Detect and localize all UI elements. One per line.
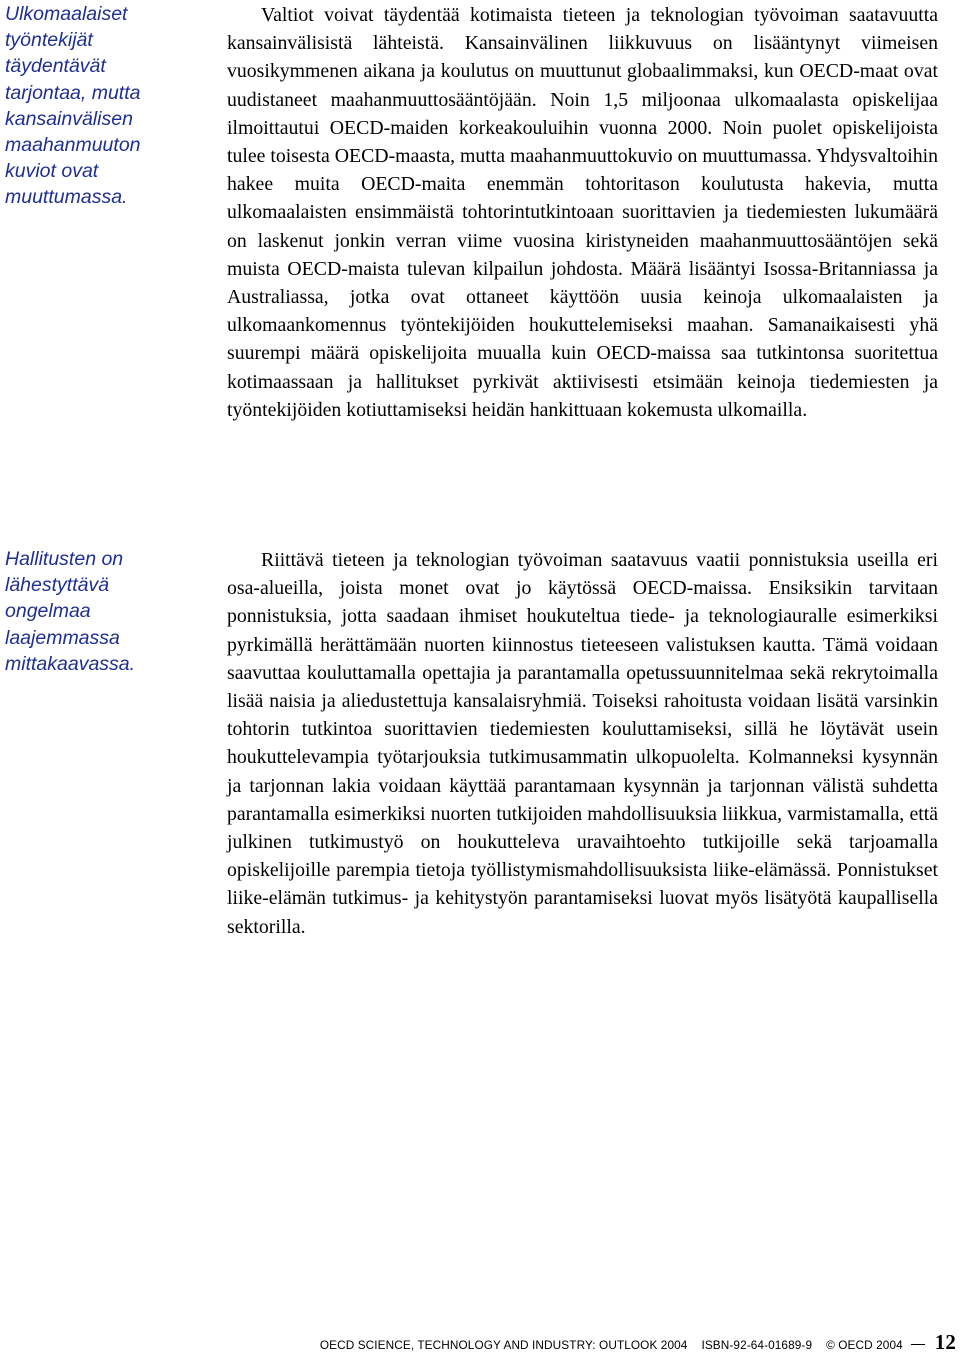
page-footer: [320, 1330, 956, 1355]
page-number: 12: [934, 1330, 956, 1354]
footer-publication-title: OECD SCIENCE, TECHNOLOGY AND INDUSTRY: OUTLOOK 2004: [319, 1338, 688, 1352]
margin-note-governments: Hallitusten on lähestyttävä ongelmaa laajemmassa mittakaavassa.: [5, 548, 136, 675]
body-paragraph-1: Valtiot voivat täydentää kotimaista tieteen ja teknologian työvoiman saatavuutta kansainvälisistä lähteistä. Kansainvälinen liikkuvuus on lisääntynyt viimeisen vuosikymmenen aikana ja koulutus on muuttunut globaalimmaksi, kun OECD-maat ovat uudistaneet maahanmuuttosääntöjään. Noin 1,5 miljoonaa ulkomaalasta opiskelijaa ilmoittautui OECD-maiden korkeakouluihin vuonna 2000. Noin puolet opiskelijoista tulee toisesta OECD-maasta, mutta maahanmuuttokuvio on muuttumassa. Yhdysvaltoihin hakee muita OECD-maita enemmän tohtoritason koulutusta hakevia, mutta ulkomaalaisten ensimmäistä tohtorintutkintoaan suorittavien ja tiedemiesten lukumäärä on laskenut jonkin verran viime vuosina kiristyneiden maahanmuuttosääntöjen sekä muista OECD-maista tulevan kilpailun johdosta. Määrä lisääntyi Isossa-Britanniassa ja Australiassa, jotka ovat ottaneet käyttöön uusia keinoja ulkomaalaisten ja ulkomaankomennus työntekijöiden houkuttelemiseksi maahan. Samanaikaisesti yhä suurempi määrä opiskelijoita muualla kuin OECD-maissa saa tutkintonsa suoritettua kotimaassaan ja hallitukset pyrkivät aktiivisesti etsimään keinoja tiedemiesten ja työntekijöiden kotiuttamiseksi heidän hankittuaan kokemusta ulkomailla.: [227, 4, 938, 421]
footer-copyright: © OECD 2004: [826, 1338, 903, 1352]
margin-note-foreign-workers: Ulkomaalaiset työntekijät täydentävät tarjontaa, mutta kansainvälisen maahanmuuton kuviot ovat muuttumassa.: [5, 3, 141, 209]
footer-isbn: ISBN-92-64-01689-9: [701, 1338, 813, 1352]
footer-rule: [911, 1344, 925, 1345]
body-paragraph-2: Riittävä tieteen ja teknologian työvoiman saatavuus vaatii ponnistuksia useilla eri osa-alueilla, joista monet ovat jo käytössä OECD-maissa. Ensiksikin tarvitaan ponnistuksia, jotta saadaan ihmiset houkuteltua tiede- ja teknologiauralle esimerkiksi pyrkimällä herättämään nuorten kiinnostus tieteeseen valistuksen kautta. Tämä voidaan saavuttaa kouluttamalla opettajia ja parantamalla opetussuunnitelmaa sekä rekrytoimalla lisää naisia ja aliedustettuja kansalaisryhmiä. Toiseksi rahoitusta voidaan lisätä varsinkin tohtorin tutkintoa suorittavien tiedemiesten kouluttamiseksi, sillä he löytävät usein houkuttelevampia työtarjouksia tutkimusammatin ulkopuolelta. Kolmanneksi kysynnän ja tarjonnan lakia voidaan käyttää parantamaan kysynnän ja tarjonnan välistä suhdetta parantamalla esimerkiksi nuorten tutkijoiden mahdollisuuksia liikkua, varmistamalla, että julkinen tutkimustyö on houkutteleva uravaihtoehto tutkijoille sekä tarjoamalla opiskelijoille parempia tietoja työllistymismahdollisuuksista liike-elämässä. Ponnistukset liike-elämän tutkimus- ja kehitystyön parantamiseksi luovat myös lisätyötä kaupallisella sektorilla.: [227, 549, 938, 938]
